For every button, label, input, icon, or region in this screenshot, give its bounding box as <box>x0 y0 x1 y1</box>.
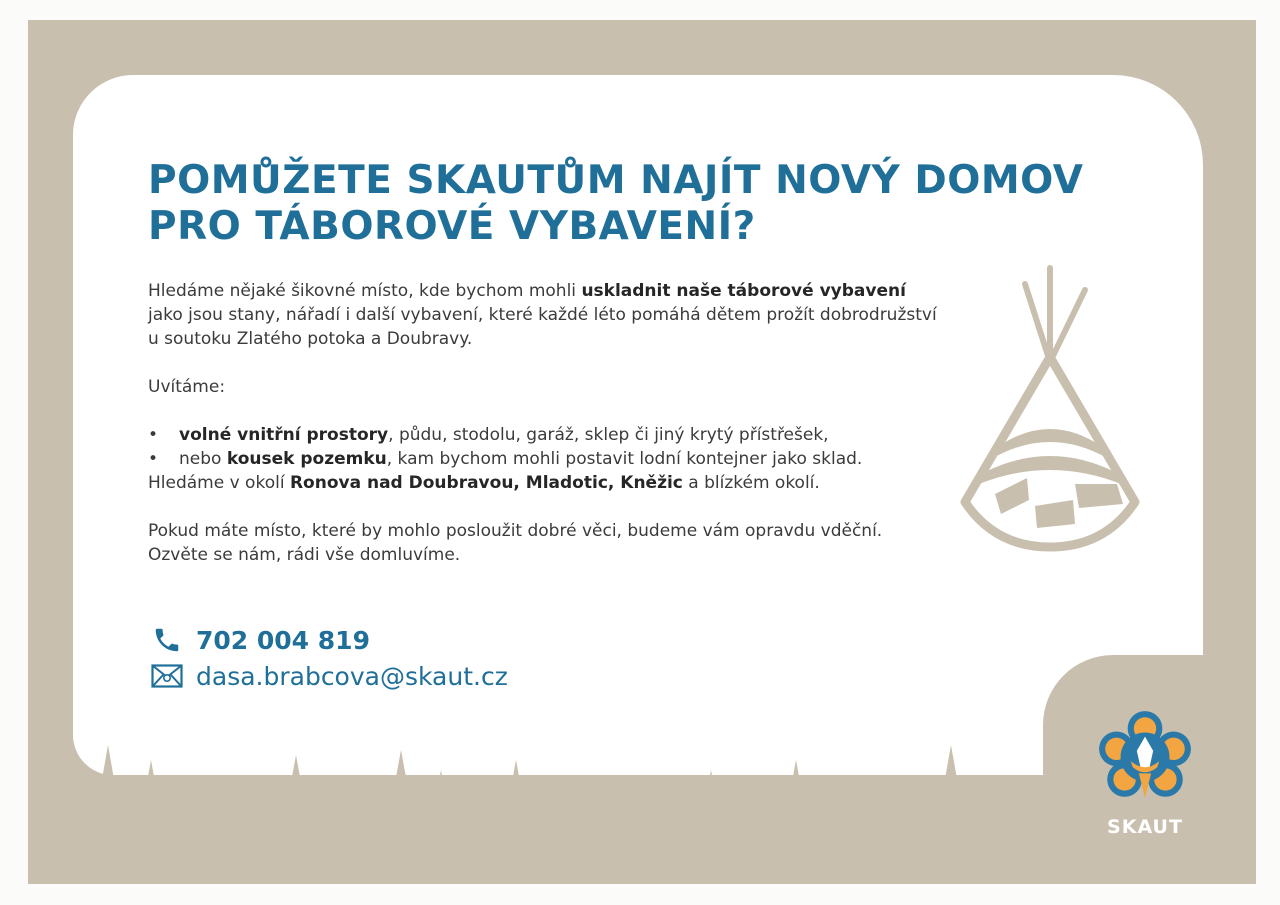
body-text <box>148 279 938 567</box>
location-paragraph <box>148 471 938 495</box>
location-text-end: a blízkém okolí. <box>682 473 820 493</box>
forest-illustration <box>56 700 1116 884</box>
intro-text-1: Hledáme nějaké šikovné místo, kde bychom mohli <box>148 281 582 301</box>
phone-icon <box>150 626 184 654</box>
bullet-text: , kam bychom mohli postavit lodní kontejner jako sklad. <box>386 449 863 469</box>
bullet-text: nebo <box>179 449 227 469</box>
bullet-bold: kousek pozemku <box>226 449 387 469</box>
forest-ground <box>56 860 1116 884</box>
list-item <box>148 447 938 471</box>
teepee-illustration <box>955 262 1145 554</box>
phone-row[interactable] <box>150 622 508 658</box>
closing-line-2: Ozvěte se nám, rádi vše domluvíme. <box>148 545 461 565</box>
email-address[interactable]: dasa.brabcova@skaut.cz <box>196 661 508 691</box>
contact-block <box>150 622 508 694</box>
email-row[interactable] <box>150 658 508 694</box>
intro-text-2: jako jsou stany, nářadí i další vybavení, které každé léto pomáhá dětem prožít dobrodružství u soutoku Zlatého potoka a Doubravy. <box>148 305 937 349</box>
headline <box>148 158 1148 250</box>
location-bold: Ronova nad Doubravou, Mladotic, Kněžic <box>289 473 683 493</box>
skaut-logo <box>1094 706 1196 838</box>
welcome-label: Uvítáme: <box>148 377 226 397</box>
bullet-text: , půdu, stodolu, garáž, sklep či jiný krytý přístřešek, <box>388 425 829 445</box>
intro-paragraph <box>148 279 938 351</box>
list-item <box>148 423 938 447</box>
headline-line-2: PRO TÁBOROVÉ VYBAVENÍ? <box>148 204 756 249</box>
bullet-list <box>148 423 938 471</box>
headline-line-1: POMŮŽETE SKAUTŮM NAJÍT NOVÝ DOMOV <box>148 158 1084 203</box>
logo-text: SKAUT <box>1107 816 1183 838</box>
location-text: Hledáme v okolí <box>148 473 290 493</box>
skaut-lily-icon <box>1094 706 1196 808</box>
closing-line-1: Pokud máte místo, které by mohlo posloužit dobré věci, budeme vám opravdu vděční. <box>148 521 883 541</box>
bullet-bold: volné vnitřní prostory <box>179 425 389 445</box>
intro-bold: uskladnit naše táborové vybavení <box>581 281 906 301</box>
envelope-icon <box>150 662 184 690</box>
phone-number[interactable]: 702 004 819 <box>196 625 370 655</box>
